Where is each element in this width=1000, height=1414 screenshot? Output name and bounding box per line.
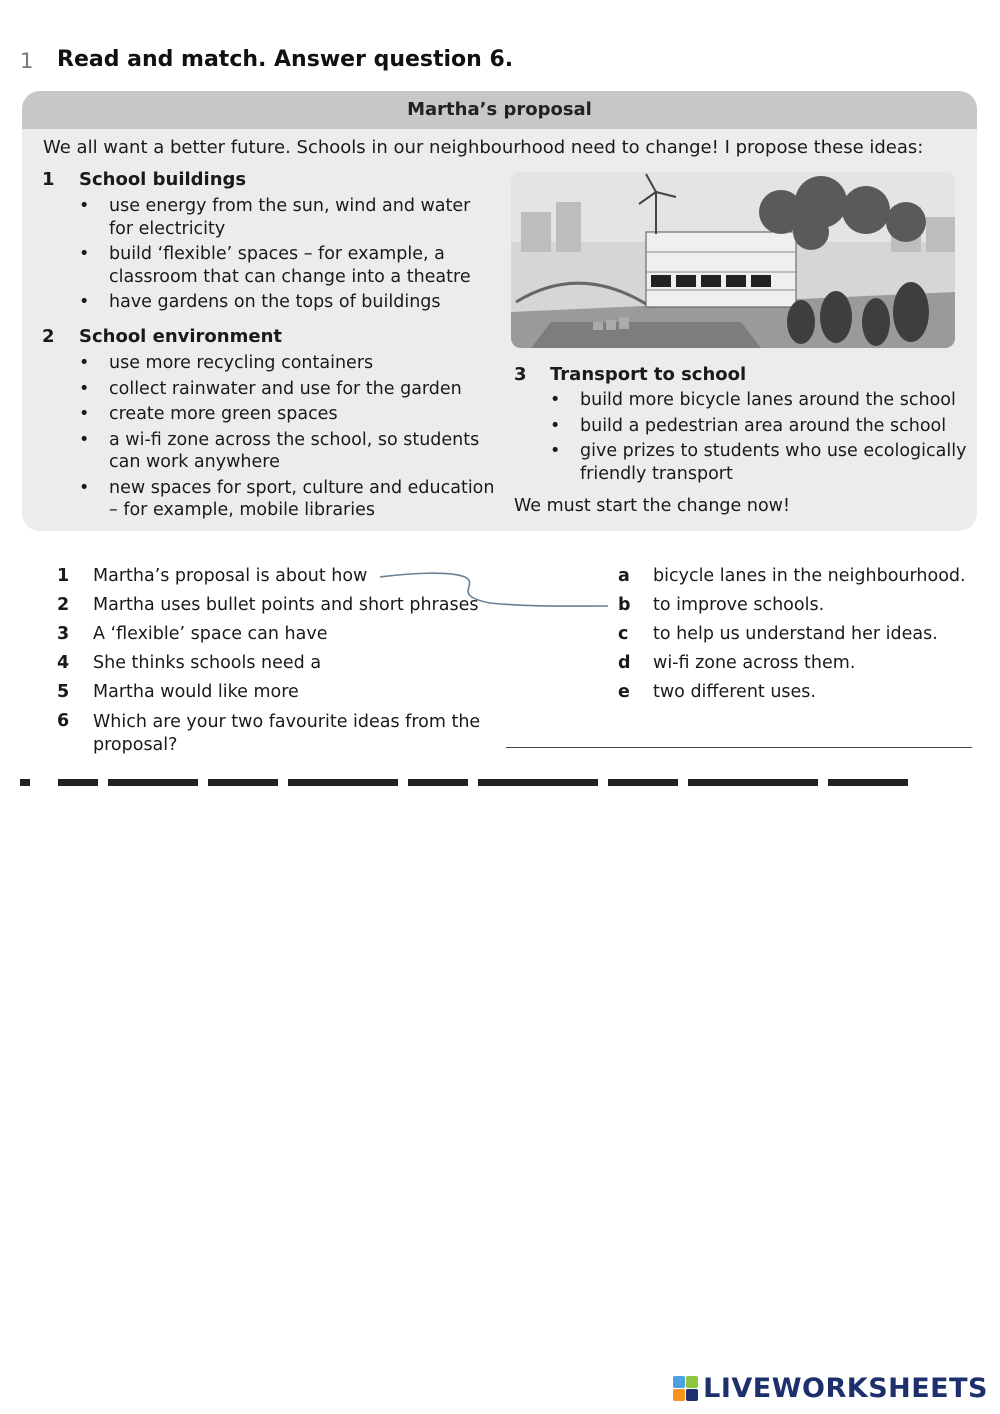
section-3-heading: Transport to school: [550, 364, 747, 385]
section-1-heading: School buildings: [79, 169, 247, 190]
list-item: • build ‘flexible’ spaces – for example, a classroom that can change into a theatre: [79, 243, 499, 288]
list-item: • give prizes to students who use ecologically friendly transport: [550, 440, 970, 485]
proposal-panel: [22, 91, 977, 531]
match-right-letter: d: [618, 653, 631, 673]
match-left-item: Martha would like more: [93, 682, 299, 702]
match-right-item[interactable]: to improve schools.: [653, 595, 825, 615]
section-1-list: [79, 195, 499, 317]
question-6-answer-line[interactable]: [506, 747, 972, 748]
section-2-number: 2: [42, 326, 55, 347]
match-left-item: She thinks schools need a: [93, 653, 322, 673]
match-right-item[interactable]: wi-fi zone across them.: [653, 653, 856, 673]
proposal-title: Martha’s proposal: [22, 91, 977, 129]
match-left-number: 5: [57, 682, 70, 702]
match-right-item[interactable]: to help us understand her ideas.: [653, 624, 938, 644]
list-item: • use energy from the sun, wind and water for electricity: [79, 195, 499, 240]
list-item: • build more bicycle lanes around the school: [550, 389, 970, 412]
match-right-letter: e: [618, 682, 630, 702]
match-right-letter: a: [618, 566, 630, 586]
liveworksheets-logo: [673, 1373, 988, 1404]
match-left-number: 1: [57, 566, 70, 586]
section-1-number: 1: [42, 169, 55, 190]
match-right-letter: b: [618, 595, 631, 615]
list-item: • new spaces for sport, culture and education – for example, mobile libraries: [79, 477, 499, 522]
exercise-number: 1: [20, 49, 34, 73]
section-3-number: 3: [514, 364, 527, 385]
question-6-text: Which are your two favourite ideas from the proposal?: [93, 712, 481, 755]
match-right-item[interactable]: two different uses.: [653, 682, 816, 702]
school-illustration: [511, 172, 955, 348]
list-item: • build a pedestrian area around the school: [550, 415, 970, 438]
section-2-heading: School environment: [79, 326, 282, 347]
match-left-number: 3: [57, 624, 70, 644]
match-connector-line: [370, 565, 620, 615]
match-right-letter: c: [618, 624, 629, 644]
list-item: • create more green spaces: [79, 403, 499, 426]
next-exercise-cutoff: [20, 772, 920, 786]
exercise-instruction: Read and match. Answer question 6.: [57, 47, 514, 72]
list-item: • a wi-fi zone across the school, so students can work anywhere: [79, 429, 499, 474]
section-3-list: [550, 389, 970, 488]
match-left-item: Martha’s proposal is about how: [93, 566, 368, 586]
proposal-closing: We must start the change now!: [514, 496, 790, 516]
school-illustration-drawing: [511, 172, 955, 348]
list-item: • have gardens on the tops of buildings: [79, 291, 499, 314]
match-right-item[interactable]: bicycle lanes in the neighbourhood.: [653, 566, 966, 586]
list-item: • collect rainwater and use for the garden: [79, 378, 499, 401]
list-item: • use more recycling containers: [79, 352, 499, 375]
match-left-number: 4: [57, 653, 70, 673]
match-left-number: 2: [57, 595, 70, 615]
match-left-item: A ‘flexible’ space can have: [93, 624, 328, 644]
liveworksheets-logo-text: LIVEWORKSHEETS: [703, 1373, 988, 1404]
section-2-list: [79, 352, 499, 525]
liveworksheets-logo-icon: [673, 1376, 699, 1402]
match-left-item: Martha uses bullet points and short phrases: [93, 595, 479, 615]
proposal-intro: We all want a better future. Schools in our neighbourhood need to change! I propose these ideas:: [43, 137, 924, 158]
match-left-number: 6: [57, 711, 70, 731]
